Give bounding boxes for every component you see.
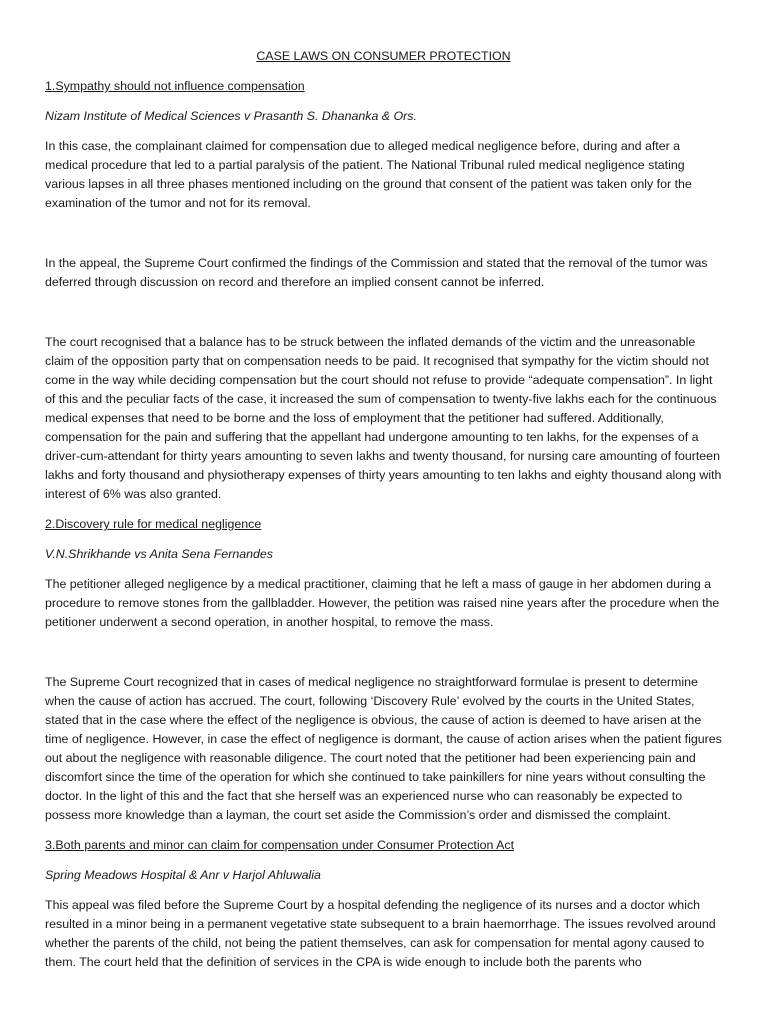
document-body — [45, 47, 722, 983]
blank-line — [45, 224, 722, 254]
paragraph: In this case, the complainant claimed for compensation due to alleged medical negligence before, during and after a medical procedure that led to a partial paralysis of the patient. The National Tribunal ruled medical negligence stating various lapses in all three phases mentioned including on the ground that consent of the patient was taken only for the examination of the tumor and not for its removal. — [45, 139, 692, 210]
section-heading-1: 1.Sympathy should not influence compensation — [45, 79, 305, 93]
paragraph: In the appeal, the Supreme Court confirmed the findings of the Commission and stated that the removal of the tumor was deferred through discussion on record and therefore an implied consent cannot be inferred. — [45, 256, 708, 289]
blank-line — [45, 303, 722, 333]
case-name-3: Spring Meadows Hospital & Anr v Harjol Ahluwalia — [45, 868, 321, 882]
paragraph: This appeal was filed before the Supreme Court by a hospital defending the negligence of its nurses and a doctor which resulted in a minor being in a permanent vegetative state subsequent to a brain haemorrhage. The issues revolved around whether the parents of the child, not being the patient themselves, can ask for compensation for mental agony caused to them. The court held that the definition of services in the CPA is wide enough to include both the parents who — [45, 898, 716, 969]
blank-line — [45, 643, 722, 673]
paragraph: The court recognised that a balance has to be struck between the inflated demands of the victim and the unreasonable claim of the opposition party that on compensation needs to be paid. It recognised that sympathy for the victim should not come in the way while deciding compensation but the court should not refuse to provide “adequate compensation”. In light of this and the peculiar facts of the case, it increased the sum of compensation to twenty-five lakhs each for the continuous medical expenses that need to be borne and the loss of employment that the petitioner had suffered. Additionally, compensation for the pain and suffering that the appellant had undergone amounting to ten lakhs, for the expenses of a driver-cum-attendant for thirty years amounting to seven lakhs and twenty thousand, for nursing care amounting of fourteen lakhs and forty thousand and physiotherapy expenses of thirty years amounting to ten lakhs and eighty thousand along with interest of 6% was also granted. — [45, 335, 722, 501]
section-heading-3: 3.Both parents and minor can claim for compensation under Consumer Protection Act — [45, 838, 515, 852]
case-name-1: Nizam Institute of Medical Sciences v Prasanth S. Dhananka & Ors. — [45, 109, 417, 123]
section-heading-2: 2.Discovery rule for medical negligence — [45, 517, 262, 531]
paragraph: The petitioner alleged negligence by a medical practitioner, claiming that he left a mass of gauge in her abdomen during a procedure to remove stones from the gallbladder. However, the petition was raised nine years after the procedure when the petitioner underwent a second operation, in another hospital, to remove the mass. — [45, 577, 720, 629]
paragraph: The Supreme Court recognized that in cases of medical negligence no straightforward formulae is present to determine when the cause of action has accrued. The court, following ‘Discovery Rule’ evolved by the courts in the United States, stated that in the case where the effect of the negligence is obvious, the cause of action is deemed to have arisen at the time of negligence. However, in case the effect of negligence is dormant, the cause of action arises when the patient figures out about the negligence with reasonable diligence. The court noted that the petitioner had been experiencing pain and discomfort since the time of the operation for which she continued to take painkillers for nine years without consulting the doctor. In the light of this and the fact that she herself was an experienced nurse who can reasonably be expected to possess more knowledge than a layman, the court set aside the Commission’s order and dismissed the complaint. — [45, 675, 722, 822]
document-title: CASE LAWS ON CONSUMER PROTECTION — [256, 49, 511, 63]
case-name-2: V.N.Shrikhande vs Anita Sena Fernandes — [45, 547, 273, 561]
